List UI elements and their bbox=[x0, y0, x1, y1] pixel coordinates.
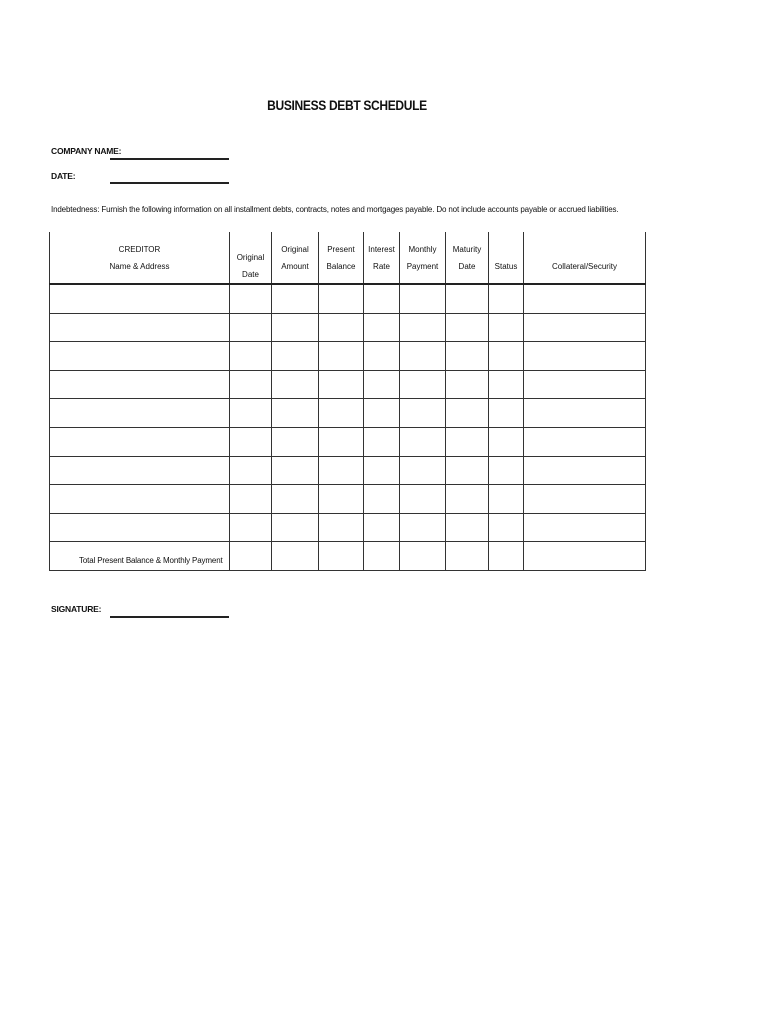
table-cell[interactable] bbox=[446, 284, 489, 313]
table-cell[interactable] bbox=[319, 370, 364, 399]
table-row bbox=[50, 399, 646, 428]
table-cell[interactable] bbox=[50, 342, 230, 371]
table-cell[interactable] bbox=[50, 370, 230, 399]
table-cell[interactable] bbox=[230, 342, 272, 371]
table-row bbox=[50, 456, 646, 485]
table-cell[interactable] bbox=[319, 313, 364, 342]
signature-field[interactable] bbox=[110, 616, 229, 618]
table-cell[interactable] bbox=[364, 427, 400, 456]
table-cell[interactable] bbox=[319, 513, 364, 542]
total-label: Total Present Balance & Monthly Payment bbox=[79, 556, 223, 565]
table-body bbox=[50, 284, 646, 570]
column-header-original-amount: Original Amount bbox=[272, 232, 319, 284]
date-field[interactable] bbox=[110, 182, 229, 184]
table-cell[interactable] bbox=[364, 342, 400, 371]
table-header-row bbox=[50, 232, 646, 284]
table-cell[interactable] bbox=[446, 370, 489, 399]
table-cell[interactable] bbox=[400, 513, 446, 542]
table-cell[interactable] bbox=[272, 513, 319, 542]
table-cell[interactable] bbox=[50, 456, 230, 485]
table-cell[interactable] bbox=[489, 284, 524, 313]
table-cell[interactable] bbox=[446, 342, 489, 371]
table-cell[interactable] bbox=[489, 485, 524, 514]
table-cell[interactable] bbox=[364, 513, 400, 542]
table-cell[interactable] bbox=[524, 313, 646, 342]
table-cell[interactable] bbox=[400, 342, 446, 371]
table-cell[interactable] bbox=[272, 399, 319, 428]
table-cell[interactable] bbox=[230, 370, 272, 399]
table-cell[interactable] bbox=[272, 313, 319, 342]
table-cell[interactable] bbox=[400, 399, 446, 428]
table-cell[interactable] bbox=[489, 313, 524, 342]
company-name-label: COMPANY NAME: bbox=[51, 146, 122, 156]
table-row bbox=[50, 342, 646, 371]
table-cell[interactable] bbox=[272, 542, 319, 571]
table-cell[interactable] bbox=[319, 456, 364, 485]
table-cell[interactable] bbox=[230, 485, 272, 514]
table-cell[interactable] bbox=[230, 284, 272, 313]
table-cell[interactable] bbox=[319, 542, 364, 571]
table-cell[interactable] bbox=[446, 313, 489, 342]
table-row bbox=[50, 284, 646, 313]
table-cell[interactable] bbox=[50, 427, 230, 456]
table-cell[interactable] bbox=[364, 485, 400, 514]
table-cell[interactable] bbox=[230, 313, 272, 342]
table-cell[interactable] bbox=[489, 513, 524, 542]
table-cell[interactable] bbox=[446, 542, 489, 571]
table-cell[interactable] bbox=[400, 542, 446, 571]
table-cell[interactable] bbox=[489, 342, 524, 371]
table-cell[interactable] bbox=[446, 399, 489, 428]
table-cell[interactable] bbox=[364, 370, 400, 399]
column-header-monthly-payment: Monthly Payment bbox=[400, 232, 446, 284]
table-cell[interactable] bbox=[489, 456, 524, 485]
table-cell[interactable] bbox=[364, 284, 400, 313]
table-cell[interactable] bbox=[400, 284, 446, 313]
table-cell[interactable] bbox=[272, 284, 319, 313]
table-cell[interactable] bbox=[319, 284, 364, 313]
table-cell[interactable] bbox=[400, 313, 446, 342]
column-header-collateral: Collateral/Security bbox=[524, 232, 646, 284]
table-cell[interactable] bbox=[272, 370, 319, 399]
table-cell[interactable] bbox=[446, 485, 489, 514]
table-cell[interactable] bbox=[364, 313, 400, 342]
table-row bbox=[50, 370, 646, 399]
table-cell[interactable] bbox=[272, 427, 319, 456]
table-cell[interactable] bbox=[524, 399, 646, 428]
table-cell[interactable] bbox=[524, 485, 646, 514]
table-row bbox=[50, 513, 646, 542]
table-cell[interactable] bbox=[230, 513, 272, 542]
debt-schedule-table bbox=[49, 232, 646, 571]
table-cell[interactable] bbox=[230, 542, 272, 571]
table-row bbox=[50, 427, 646, 456]
table-cell[interactable] bbox=[489, 542, 524, 571]
table-cell[interactable] bbox=[272, 485, 319, 514]
table-cell[interactable] bbox=[489, 370, 524, 399]
column-header-original-date: Original Date bbox=[230, 232, 272, 284]
column-header-interest-rate: Interest Rate bbox=[364, 232, 400, 284]
table-cell[interactable] bbox=[319, 399, 364, 428]
column-header-creditor: CREDITOR Name & Address bbox=[50, 232, 230, 284]
table-cell[interactable] bbox=[230, 427, 272, 456]
signature-label: SIGNATURE: bbox=[51, 604, 102, 614]
table-cell[interactable] bbox=[524, 542, 646, 571]
table-cell[interactable] bbox=[524, 456, 646, 485]
table-cell[interactable] bbox=[230, 399, 272, 428]
table-cell[interactable] bbox=[319, 342, 364, 371]
table-cell[interactable] bbox=[364, 399, 400, 428]
company-name-field[interactable] bbox=[110, 158, 229, 160]
table-cell[interactable] bbox=[524, 284, 646, 313]
table-row bbox=[50, 485, 646, 514]
table-cell[interactable] bbox=[50, 399, 230, 428]
table-cell[interactable] bbox=[50, 284, 230, 313]
table-cell[interactable] bbox=[272, 342, 319, 371]
table-cell[interactable] bbox=[524, 342, 646, 371]
table-cell[interactable] bbox=[50, 313, 230, 342]
column-header-maturity-date: Maturity Date bbox=[446, 232, 489, 284]
table-cell[interactable] bbox=[230, 456, 272, 485]
column-header-present-balance: Present Balance bbox=[319, 232, 364, 284]
table-cell[interactable] bbox=[364, 456, 400, 485]
table-cell[interactable] bbox=[400, 485, 446, 514]
table-cell[interactable] bbox=[446, 456, 489, 485]
table-cell[interactable] bbox=[50, 485, 230, 514]
table-cell[interactable] bbox=[272, 456, 319, 485]
table-cell[interactable] bbox=[524, 427, 646, 456]
date-label: DATE: bbox=[51, 171, 76, 181]
table-cell[interactable] bbox=[319, 485, 364, 514]
table-cell[interactable] bbox=[400, 370, 446, 399]
table-cell[interactable] bbox=[400, 427, 446, 456]
table-cell[interactable] bbox=[446, 427, 489, 456]
table-row bbox=[50, 313, 646, 342]
table-cell[interactable] bbox=[400, 456, 446, 485]
table-cell[interactable] bbox=[524, 370, 646, 399]
table-cell[interactable] bbox=[489, 399, 524, 428]
table-cell[interactable] bbox=[364, 542, 400, 571]
column-header-status: Status bbox=[489, 232, 524, 284]
table-cell[interactable] bbox=[319, 427, 364, 456]
table-cell[interactable] bbox=[524, 513, 646, 542]
page-title: BUSINESS DEBT SCHEDULE bbox=[267, 97, 427, 113]
table-cell[interactable] bbox=[50, 513, 230, 542]
instructions-note: Indebtedness: Furnish the following information on all installment debts, contracts, notes and mortgages payable. Do not include accounts payable or accrued liabilities. bbox=[51, 205, 619, 214]
table-cell[interactable] bbox=[489, 427, 524, 456]
table-cell[interactable] bbox=[446, 513, 489, 542]
